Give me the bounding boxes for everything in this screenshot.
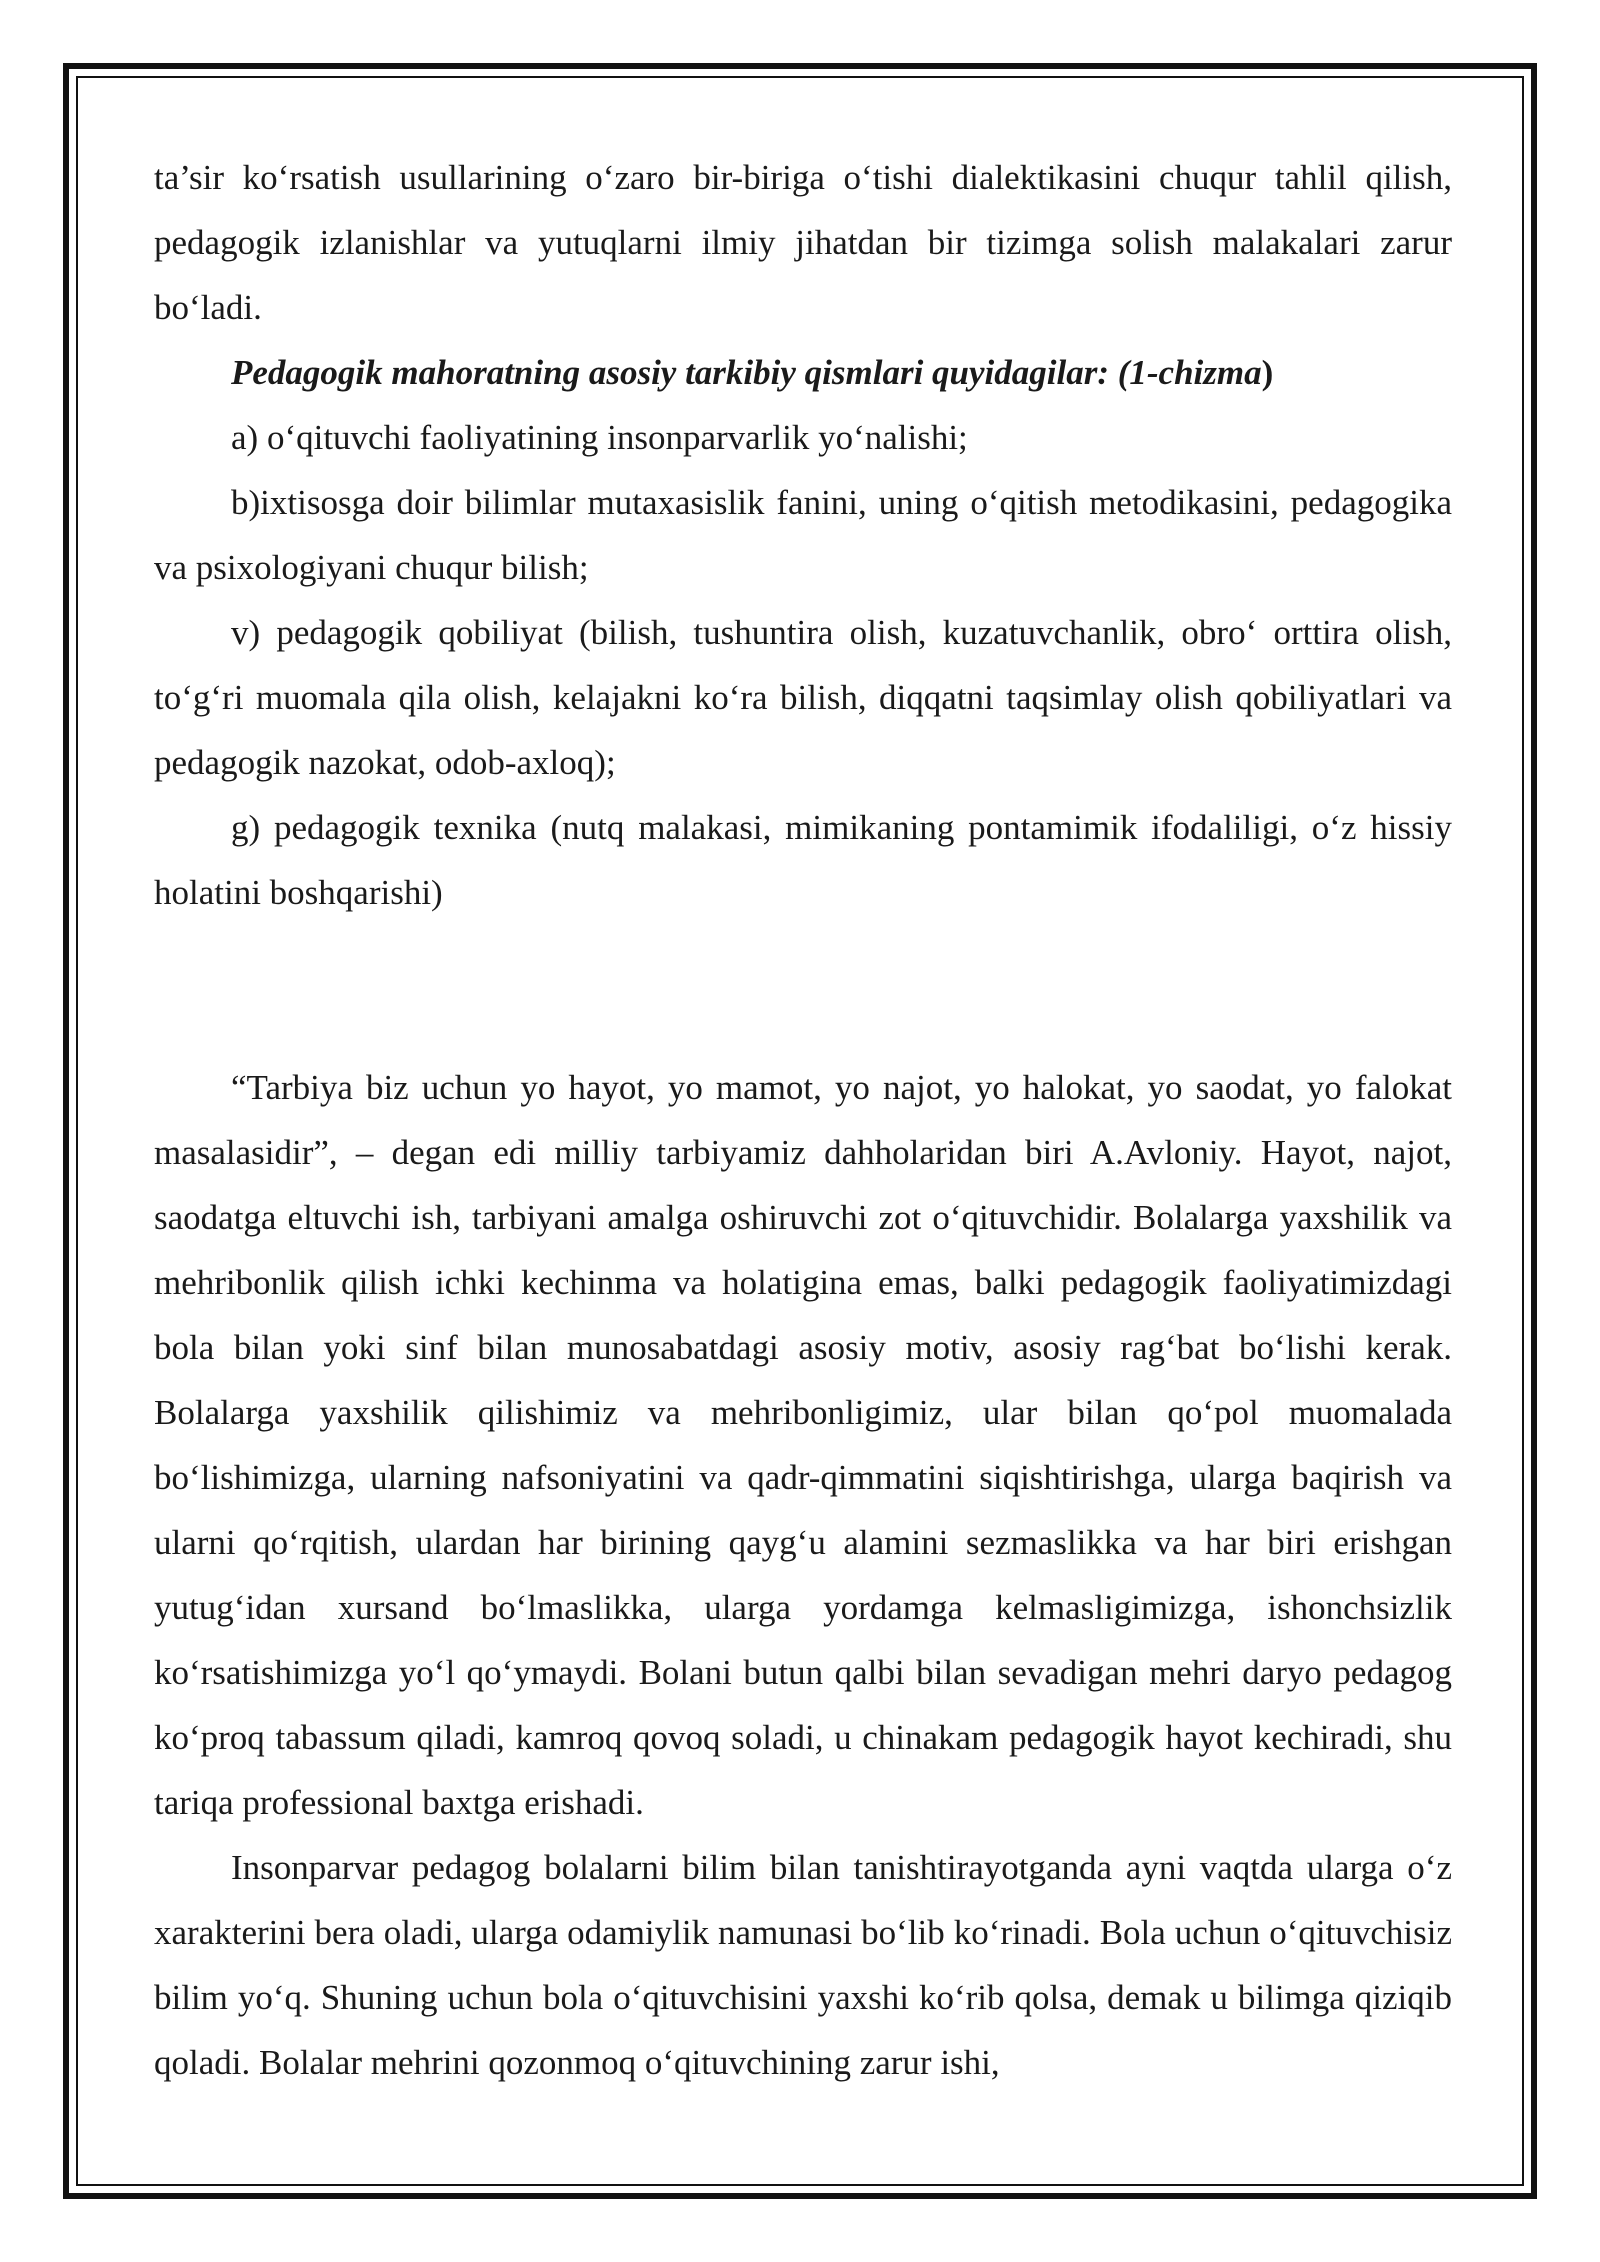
list-item-b: b)ixtisosga doir bilimlar mutaxasislik fanini, uning o‘qitish metodikasini, pedagogika va psixologiyani chuqur bilish; [154,483,1452,587]
paragraph-quote: “Tarbiya biz uchun yo hayot, yo mamot, yo najot, yo halokat, yo saodat, yo falokat masalasidir”, – degan edi milliy tarbiyamiz dahholaridan biri A.Avloniy. Hayot, najot, saodatga eltuvchi ish, tarbiyani amalga oshiruvchi zot o‘qituvchidir. Bolalarga yaxshilik va mehribonlik qilish ichki kechinma va holatigina emas, balki pedagogik faoliyatimizdagi bola bilan yoki sinf bilan munosabatdagi asosiy motiv, asosiy rag‘bat bo‘lishi kerak. Bolalarga yaxshilik qilishimiz va mehribonligimiz, ular bilan qo‘pol muomalada bo‘lishimizga, ularning nafsoniyatini va qadr-qimmatini siqishtirishga, ularga baqirish va ularni qo‘rqitish, ulardan har birining qayg‘u alamini sezmaslikka va har biri erishgan yutug‘idan xursand bo‘lmaslikka, ularga yordamga kelmasligimizga, ishonchsizlik ko‘rsatishimizga yo‘l qo‘ymaydi. Bolani butun qalbi bilan sevadigan mehri daryo pedagog ko‘proq tabassum qiladi, kamroq qovoq soladi, u chinakam pedagogik hayot kechiradi, shu tariqa professional baxtga erishadi. [154,1068,1452,1822]
paragraph-continuation: ta’sir ko‘rsatish usullarining o‘zaro bir-biriga o‘tishi dialektikasini chuqur tahlil qilish, pedagogik izlanishlar va yutuqlarni ilmiy jihatdan bir tizimga solish malakalari zarur bo‘ladi. [154,158,1452,327]
top-text-block [154,145,1452,925]
section-heading-close: ) [1261,353,1274,392]
list-item-v: v) pedagogik qobiliyat (bilish, tushuntira olish, kuzatuvchanlik, obro‘ orttira olish, to‘g‘ri muomala qila olish, kelajakni ko‘ra bilish, diqqatni taqsimlay olish qobiliyatlari va pedagogik nazokat, odob-axloq); [154,613,1452,782]
section-heading [154,340,1452,405]
section-heading-text: Pedagogik mahoratning asosiy tarkibiy qismlari quyidagilar: (1-chizma [231,353,1262,392]
list-item-g: g) pedagogik texnika (nutq malakasi, mimikaning pontamimik ifodaliligi, o‘z hissiy holatini boshqarishi) [154,808,1452,912]
paragraph-humanist: Insonparvar pedagog bolalarni bilim bilan tanishtirayotganda ayni vaqtda ularga o‘z xarakterini bera oladi, ularga odamiylik namunasi bo‘lib ko‘rinadi. Bola uchun o‘qituvchisiz bilim yo‘q. Shuning uchun bola o‘qituvchisini yaxshi ko‘rib qolsa, demak u bilimga qiziqib qoladi. Bolalar mehrini qozonmoq o‘qituvchining zarur ishi, [154,1848,1452,2082]
list-item-a: a) o‘qituvchi faoliyatining insonparvarlik yo‘nalishi; [231,418,968,457]
bottom-text-block [154,1055,1452,2095]
